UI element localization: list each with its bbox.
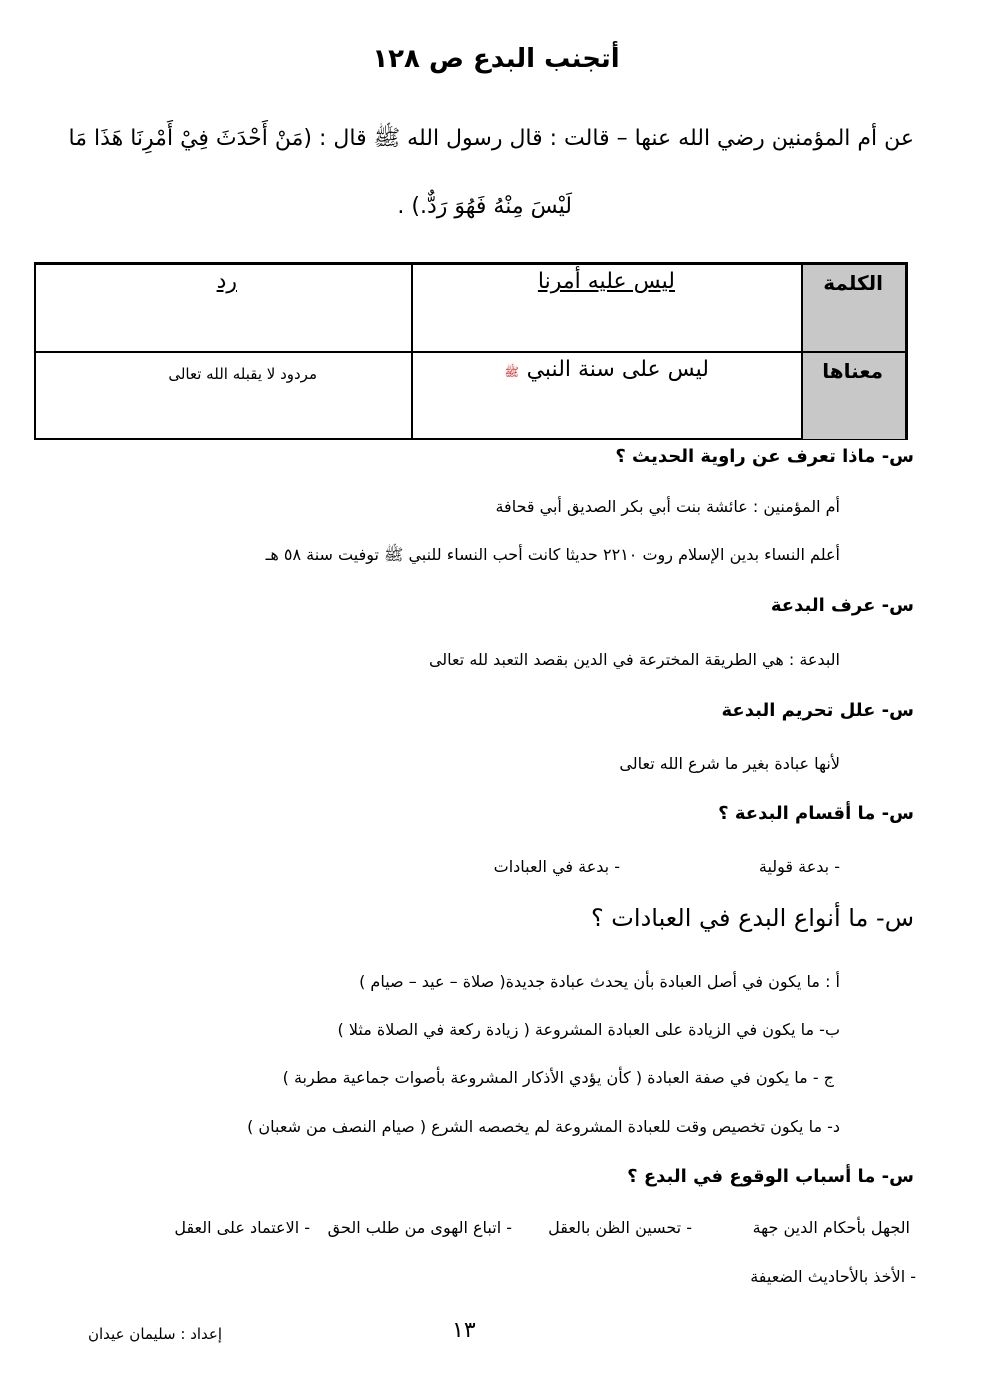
answer-reason-prohibition: لأنها عبادة بغير ما شرع الله تعالى — [619, 754, 840, 773]
table-label-word — [802, 264, 906, 352]
question-reason-prohibition: س- علل تحريم البدعة — [721, 700, 914, 721]
label-word-text: الكلمة — [823, 271, 883, 295]
answer-narrator-line-1: أم المؤمنين : عائشة بنت أبي بكر الصديق أبي قحافة — [495, 497, 840, 516]
table-cell-word2 — [34, 264, 412, 352]
page-number: ١٣ — [452, 1318, 476, 1343]
table-cell-meaning1 — [412, 352, 802, 440]
cause-4: - الاعتماد على العقل — [174, 1218, 310, 1237]
vocabulary-table — [34, 262, 908, 440]
hadith-line-1: عن أم المؤمنين رضي الله عنها – قالت : قال رسول الله ﷺ قال : (مَنْ أَحْدَثَ فِيْ أَمْرِنَا هَذَا مَا — [68, 126, 914, 151]
author-credit: إعداد : سليمان عيدان — [88, 1325, 223, 1343]
hadith-line-2: لَيْسَ مِنْهُ فَهُوَ رَدٌّ.) . — [397, 194, 572, 219]
question-narrator: س- ماذا تعرف عن راوية الحديث ؟ — [615, 446, 914, 467]
question-kinds-in-worship: س- ما أنواع البدع في العبادات ؟ — [590, 904, 914, 932]
word2-text: رد — [216, 269, 237, 294]
kind-d: د- ما يكون تخصيص وقت للعبادة المشروعة لم يخصصه الشرع ( صيام النصف من شعبان ) — [247, 1117, 840, 1136]
meaning1-text: ليس على سنة النبي — [526, 357, 709, 382]
meaning2-text: مردود لا يقبله الله تعالى — [168, 365, 317, 383]
cause-3: - اتباع الهوى من طلب الحق — [327, 1218, 512, 1237]
table-cell-word1 — [412, 264, 802, 352]
question-causes: س- ما أسباب الوقوع في البدع ؟ — [627, 1166, 914, 1187]
kind-b: ب- ما يكون في الزيادة على العبادة المشروعة ( زيادة ركعة في الصلاة مثلا ) — [337, 1020, 840, 1039]
answer-define-bidah: البدعة : هي الطريقة المخترعة في الدين بقصد التعبد لله تعالى — [428, 650, 840, 669]
page-title: أتجنب البدع ص ١٢٨ — [372, 44, 620, 74]
answer-type-verbal: - بدعة قولية — [758, 857, 840, 876]
question-define-bidah: س- عرف البدعة — [770, 595, 914, 616]
cause-1: الجهل بأحكام الدين جهة — [752, 1218, 910, 1237]
answer-narrator-line-2: أعلم النساء بدين الإسلام روت ٢٢١٠ حديثا كانت أحب النساء للنبي ﷺ توفيت سنة ٥٨ هـ — [265, 545, 840, 564]
table-cell-meaning2 — [34, 352, 412, 440]
question-types-bidah: س- ما أقسام البدعة ؟ — [718, 803, 914, 824]
kind-a: أ : ما يكون في أصل العبادة بأن يحدث عبادة جديدة( صلاة – عيد – صيام ) — [359, 972, 840, 991]
prophet-honorific-mark: ﷺ — [504, 365, 519, 379]
cause-5: - الأخذ بالأحاديث الضعيفة — [750, 1267, 916, 1286]
answer-type-worship: - بدعة في العبادات — [493, 857, 620, 876]
word1-text: ليس عليه أمرنا — [537, 269, 675, 294]
kind-c: ج - ما يكون في صفة العبادة ( كأن يؤدي الأذكار المشروعة بأصوات جماعية مطربة ) — [282, 1068, 834, 1087]
table-label-meaning — [802, 352, 906, 440]
label-meaning-text: معناها — [822, 359, 883, 383]
cause-2: - تحسين الظن بالعقل — [548, 1218, 692, 1237]
